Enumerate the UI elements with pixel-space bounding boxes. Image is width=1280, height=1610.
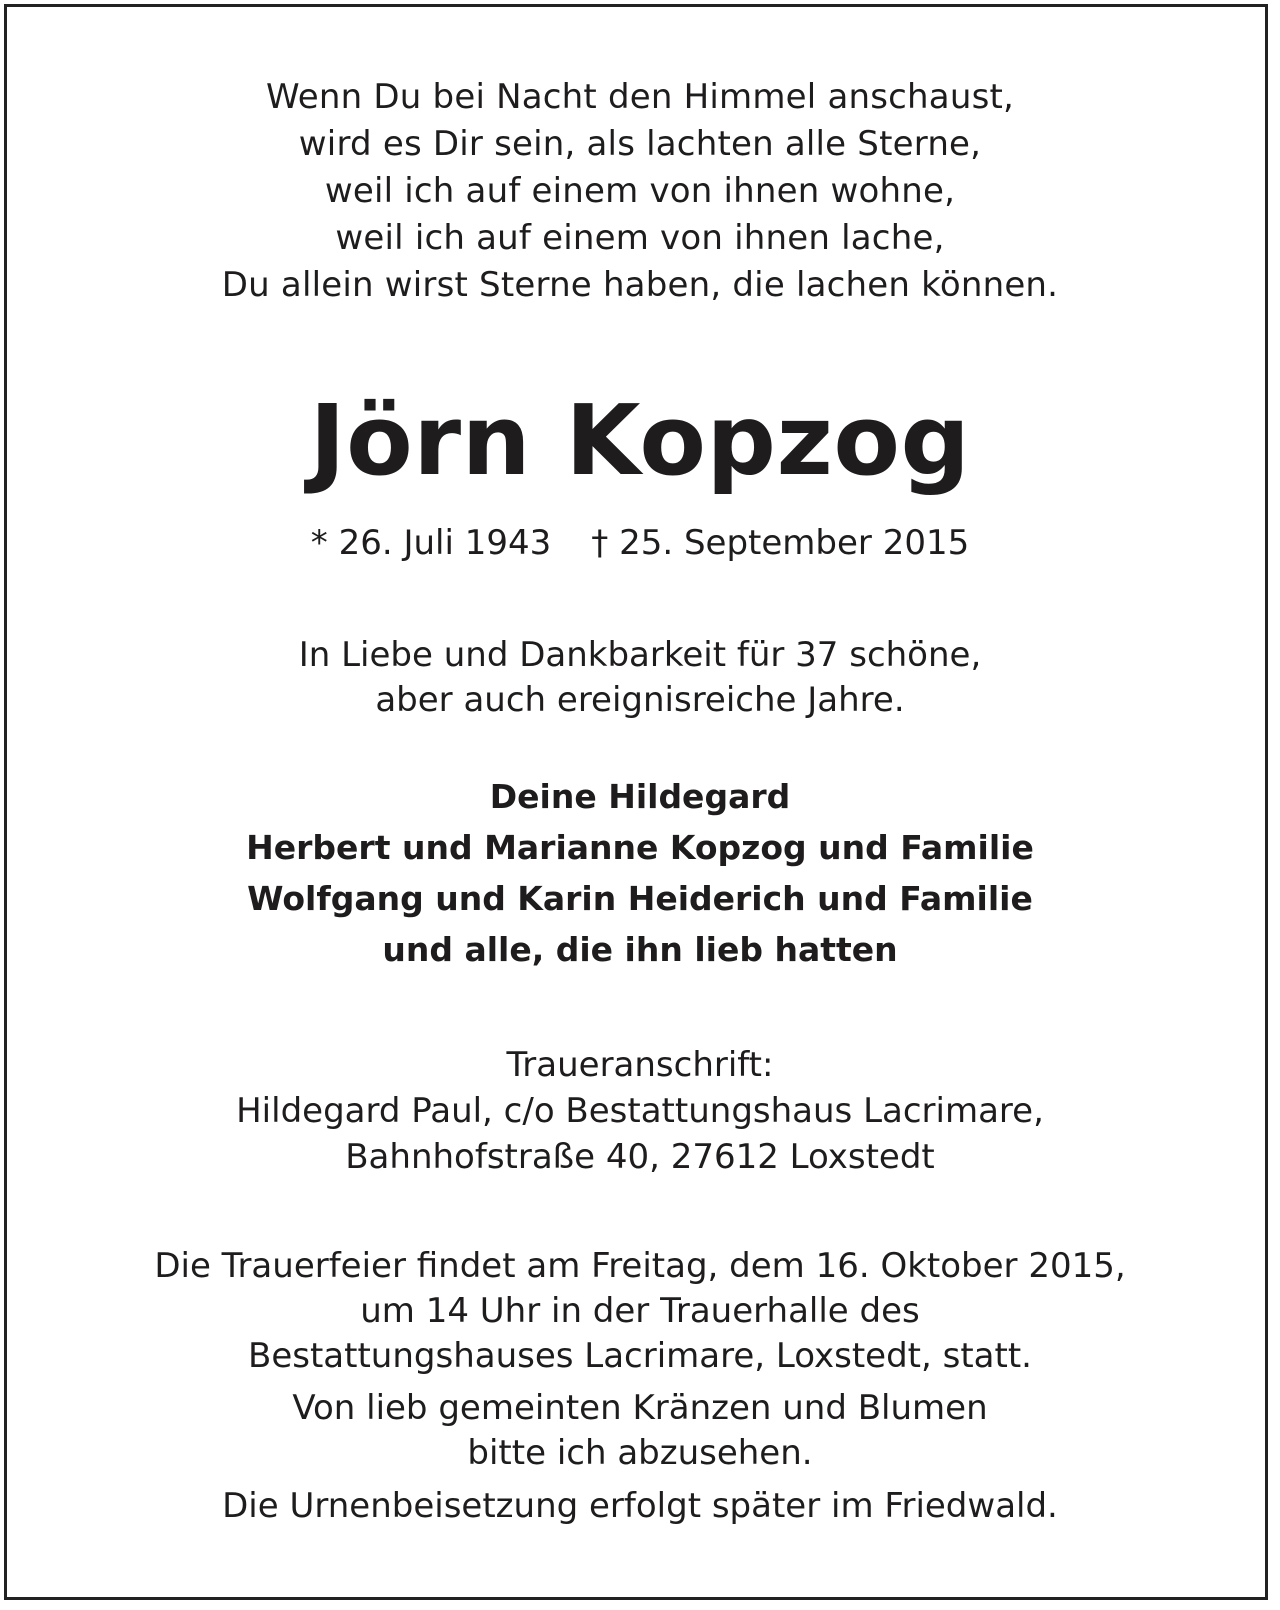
deceased-name: Jörn Kopzog — [309, 384, 971, 497]
poem — [0, 74, 1280, 309]
mourning-address — [0, 1042, 1280, 1180]
mourner-line: Deine Hildegard — [489, 777, 791, 816]
poem-line: Du allein wirst Sterne haben, die lachen können. — [221, 265, 1059, 305]
poem-line: weil ich auf einem von ihnen lache, — [335, 218, 945, 258]
mourner-line: Herbert und Marianne Kopzog und Familie — [246, 828, 1034, 867]
ceremony-line: Die Trauerfeier findet am Freitag, dem 16. Oktober 2015, — [154, 1246, 1126, 1286]
ceremony-line: um 14 Uhr in der Trauerhalle des — [360, 1291, 920, 1331]
address-line: Bahnhofstraße 40, 27612 Loxstedt — [345, 1137, 935, 1177]
dedication-line: In Liebe und Dankbarkeit für 37 schöne, — [298, 635, 982, 675]
poem-line: weil ich auf einem von ihnen wohne, — [324, 171, 956, 211]
death-date: † 25. September 2015 — [591, 523, 970, 563]
mourner-line: und alle, die ihn lieb hatten — [382, 930, 898, 969]
birth-date: * 26. Juli 1943 — [310, 523, 552, 563]
address-line: Traueranschrift: — [506, 1045, 774, 1085]
urn-burial-note: Die Urnenbeisetzung erfolgt später im Friedwald. — [222, 1486, 1058, 1526]
ceremony-line: Bestattungshauses Lacrimare, Loxstedt, statt. — [248, 1336, 1032, 1376]
poem-line: wird es Dir sein, als lachten alle Sterne, — [298, 124, 982, 164]
flowers-line: bitte ich abzusehen. — [467, 1433, 813, 1473]
flowers-line: Von lieb gemeinten Kränzen und Blumen — [292, 1388, 988, 1428]
dedication-line: aber auch ereignisreiche Jahre. — [375, 680, 905, 720]
dedication — [0, 633, 1280, 723]
address-line: Hildegard Paul, c/o Bestattungshaus Lacrimare, — [236, 1091, 1044, 1131]
ceremony-info — [0, 1244, 1280, 1379]
flowers-note — [0, 1386, 1280, 1476]
life-dates — [0, 518, 1280, 568]
poem-line: Wenn Du bei Nacht den Himmel anschaust, — [265, 77, 1015, 117]
mourner-line: Wolfgang und Karin Heiderich und Familie — [247, 879, 1033, 918]
mourners-list — [0, 771, 1280, 975]
